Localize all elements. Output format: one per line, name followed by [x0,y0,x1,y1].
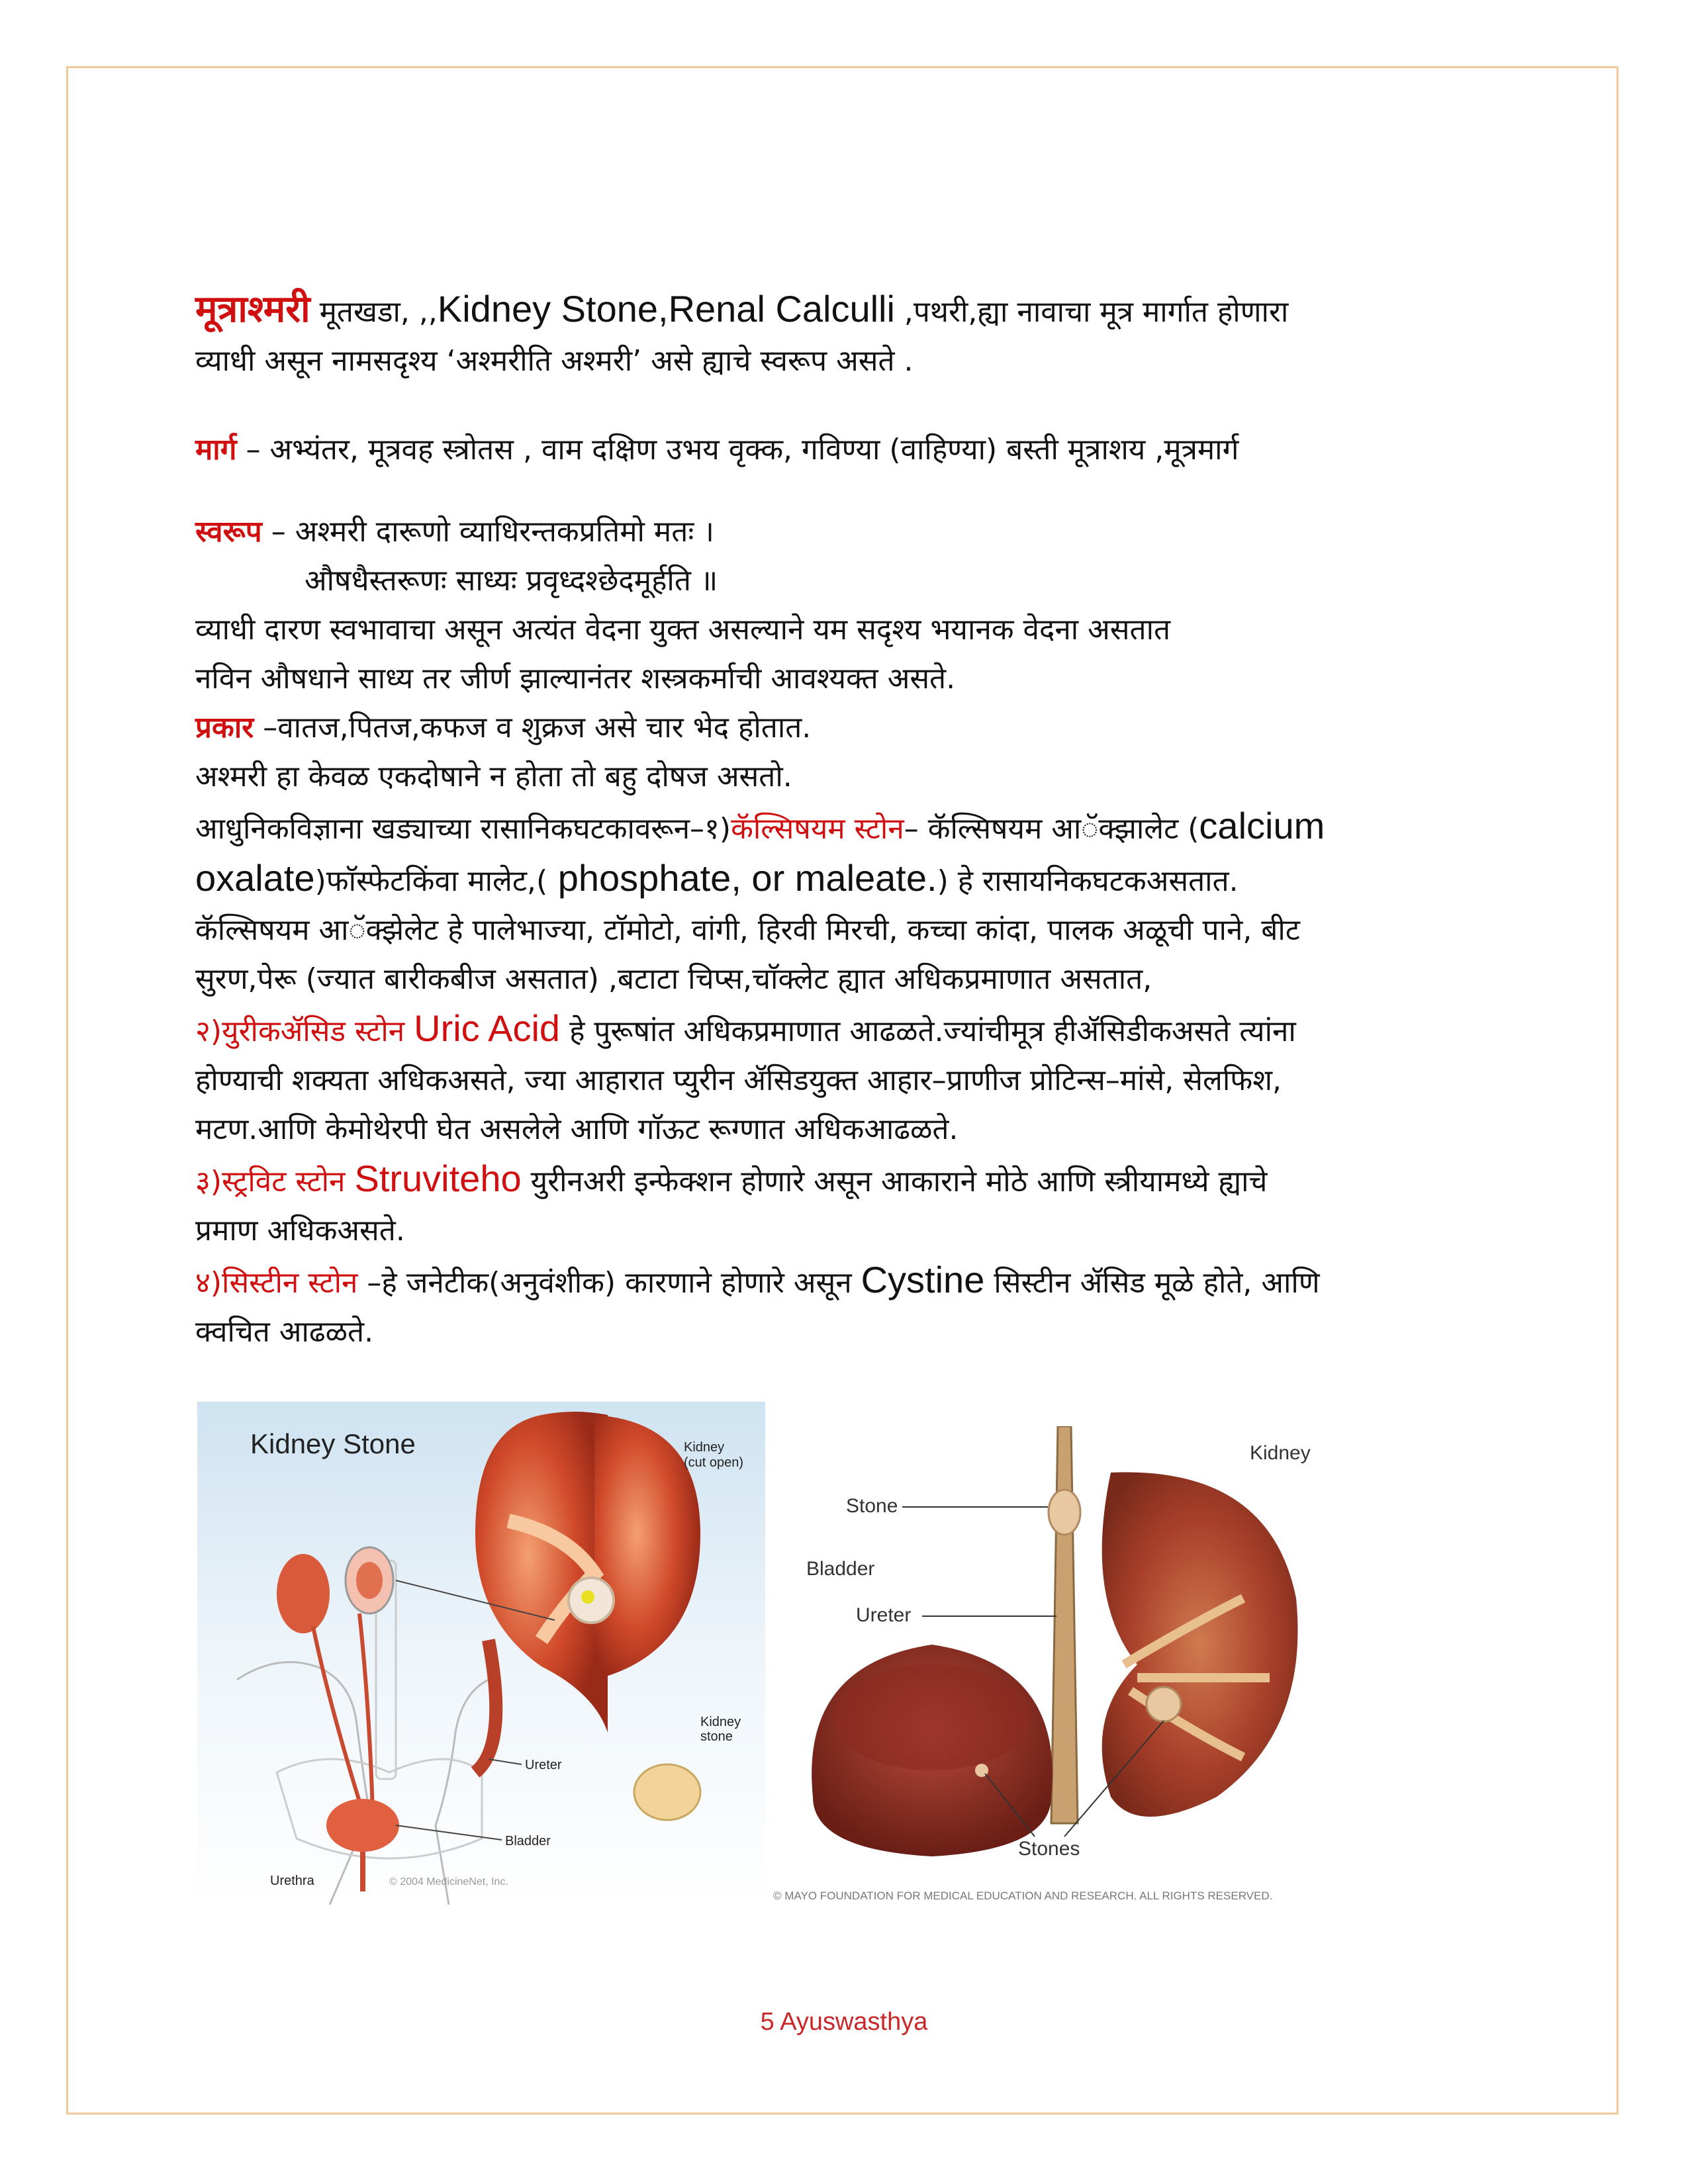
heading-swarup: स्वरूप [195,515,262,549]
title-mutrashmari: मूत्राश्मरी [195,288,310,331]
heading-prakar: प्रकार [195,711,254,745]
svg-text:(cut open): (cut open) [684,1455,744,1470]
paragraph-marg: मार्ग – अभ्यंतर, मूत्रवह स्त्रोतस , वाम दक्षिण उभय वृक्क, गविण्या (वाहिण्या) बस्ती मूत्राशय ,मूत्रमार्ग [195,433,1239,467]
paragraph-swarup-line3: व्याधी दारण स्वभावाचा असून अत्यंत वेदना युक्त असल्याने यम सदृश्य भयानक वेदना असतात [195,613,1171,647]
paragraph-cystine-line1: ४)सिस्टीन स्टोन –हे जनेटीक(अनुवंशीक) कारणाने होणारे असून Cystine सिस्टीन ॲसिड मूळे होते, आणि [195,1259,1320,1300]
paragraph-swarup-line4: नविन औषधाने साध्य तर जीर्ण झाल्यानंतर शस्त्रकर्माची आवश्यक्त असते. [195,662,956,696]
kidney-stone-nodule [634,1764,700,1820]
paragraph-modern-line2: oxalate)फाॅस्फेटकिंवा मालेट,( phosphate, or maleate.) हे रासायनिकघटकअसतात. [195,857,1239,899]
svg-text:Stone: Stone [846,1495,898,1517]
paragraph-swarup-line1: स्वरूप – अश्मरी दारूणो व्याधिरन्तकप्रतिमो मतः । [195,515,714,549]
page-footer: 5 Ayuswasthya [760,2008,928,2036]
paragraph-struvite-line1: ३)स्ट्रविट स्टोन Struviteho युरीनअरी इन्फेक्शन होणारे असून आकाराने मोठे आणि स्त्रीयामध्ये ह्याचे [195,1158,1268,1199]
svg-text:Stones: Stones [1018,1838,1080,1860]
figure-kidney-stone-medicinenet [197,1402,765,1905]
svg-text:Ureter: Ureter [856,1604,912,1626]
fig2-kidney-stone [1147,1687,1181,1721]
paragraph-prakar-line1: प्रकार –वातज,पितज,कफज व शुक्रज असे चार भेद होतात. [195,711,812,745]
struvite-stone-label: ३)स्ट्रविट स्टोन [195,1165,355,1199]
paragraph-uric-line3: मटण.आणि केमोथेरपी घेत असलेले आणि गाॅऊट रूग्णात अधिकआढळते. [195,1113,959,1146]
svg-text:stone: stone [700,1729,733,1744]
paragraph-uric-line2: होण्याची शक्यता अधिकअसते, ज्या आहारात प्युरीन ॲसिडयुक्त आहार–प्राणीज प्रोटिन्स–मांसे, सेलफिश, [195,1064,1282,1097]
svg-text:© 2004 MedicineNet, Inc.: © 2004 MedicineNet, Inc. [389,1876,508,1888]
paragraph-struvite-line2: प्रमाण अधिकअसते. [195,1214,405,1248]
shloka-line2: औषधैस्तरूणः साध्यः प्रवृध्दश्छेदमूर्हति ॥ [305,564,718,598]
svg-text:Bladder: Bladder [505,1834,551,1848]
right-kidney-small [356,1562,383,1599]
figure-kidney-stone-mayo [767,1426,1336,1909]
heading-marg: मार्ग [195,433,237,467]
paragraph-modern-line3: कॅल्सिषयम आॅक्झेलेट हे पालेभाज्या, टाॅमोटो, वांगी, हिरवी मिरची, कच्चा कांदा, पालक अळूची पाने, बीट [195,913,1300,947]
uric-stone-label: २)युरीकॲसिड स्टोन [195,1015,414,1048]
paragraph-intro-line2: व्याधी असून नामसदृश्य ‘अश्मरीति अश्मरी’ असे ह्याचे स्वरूप असते . [195,344,914,378]
svg-text:Kidney: Kidney [1250,1442,1311,1464]
svg-text:Bladder: Bladder [806,1558,875,1580]
paragraph-uric-line1: २)युरीकॲसिड स्टोन Uric Acid हे पुरूषांत अधिकप्रमाणात आढळते.ज्यांचीमूत्र हीॲसिडीकअसते त्यांना [195,1007,1296,1049]
svg-text:Kidney: Kidney [684,1440,725,1455]
paragraph-modern-line4: सुरण,पेरू (ज्यात बारीकबीज असतात) ,बटाटा चिप्स,चाॅक्लेट ह्यात अधिकप्रमाणात असतात, [195,962,1152,996]
fig1-title: Kidney Stone [250,1428,416,1459]
paragraph-prakar-line2: अश्मरी हा केवळ एकदोषाने न होता तो बहु दोषज असतो. [195,760,792,794]
cystine-stone-label: ४)सिस्टीन स्टोन [195,1266,367,1300]
paragraph-cystine-line2: क्वचित आढळते. [195,1315,374,1349]
fig2-stone-in-ureter [1049,1490,1080,1535]
left-kidney-small [277,1554,330,1633]
svg-text:Urethra: Urethra [270,1874,314,1888]
svg-text:Kidney: Kidney [700,1715,741,1729]
bladder-shape [326,1799,399,1852]
paragraph-modern-line1: आधुनिकविज्ञाना खड्याच्या रासानिकघटकावरून–१)कॅल्सिषयम स्टोन– कॅल्सिषयम आॅक्झालेट (calcium [195,805,1325,846]
document-body [195,285,1499,1357]
svg-text:Ureter: Ureter [525,1758,562,1772]
english-name: Kidney Stone,Renal Calculli [437,288,895,330]
paragraph-intro-line1: मूत्राश्मरी मूतखडा, ,,Kidney Stone,Renal Calculli ,पथरी,ह्या नावाचा मूत्र मार्गात होणारा [195,288,1289,331]
svg-text:© MAYO FOUNDATION FOR MEDICAL: © MAYO FOUNDATION FOR MEDICAL EDUCATION AND RESEARCH. ALL RIGHTS RESERVED. [773,1889,1273,1902]
stone-core [581,1590,594,1604]
calcium-stone-label: कॅल्सिषयम स्टोन [731,812,904,846]
